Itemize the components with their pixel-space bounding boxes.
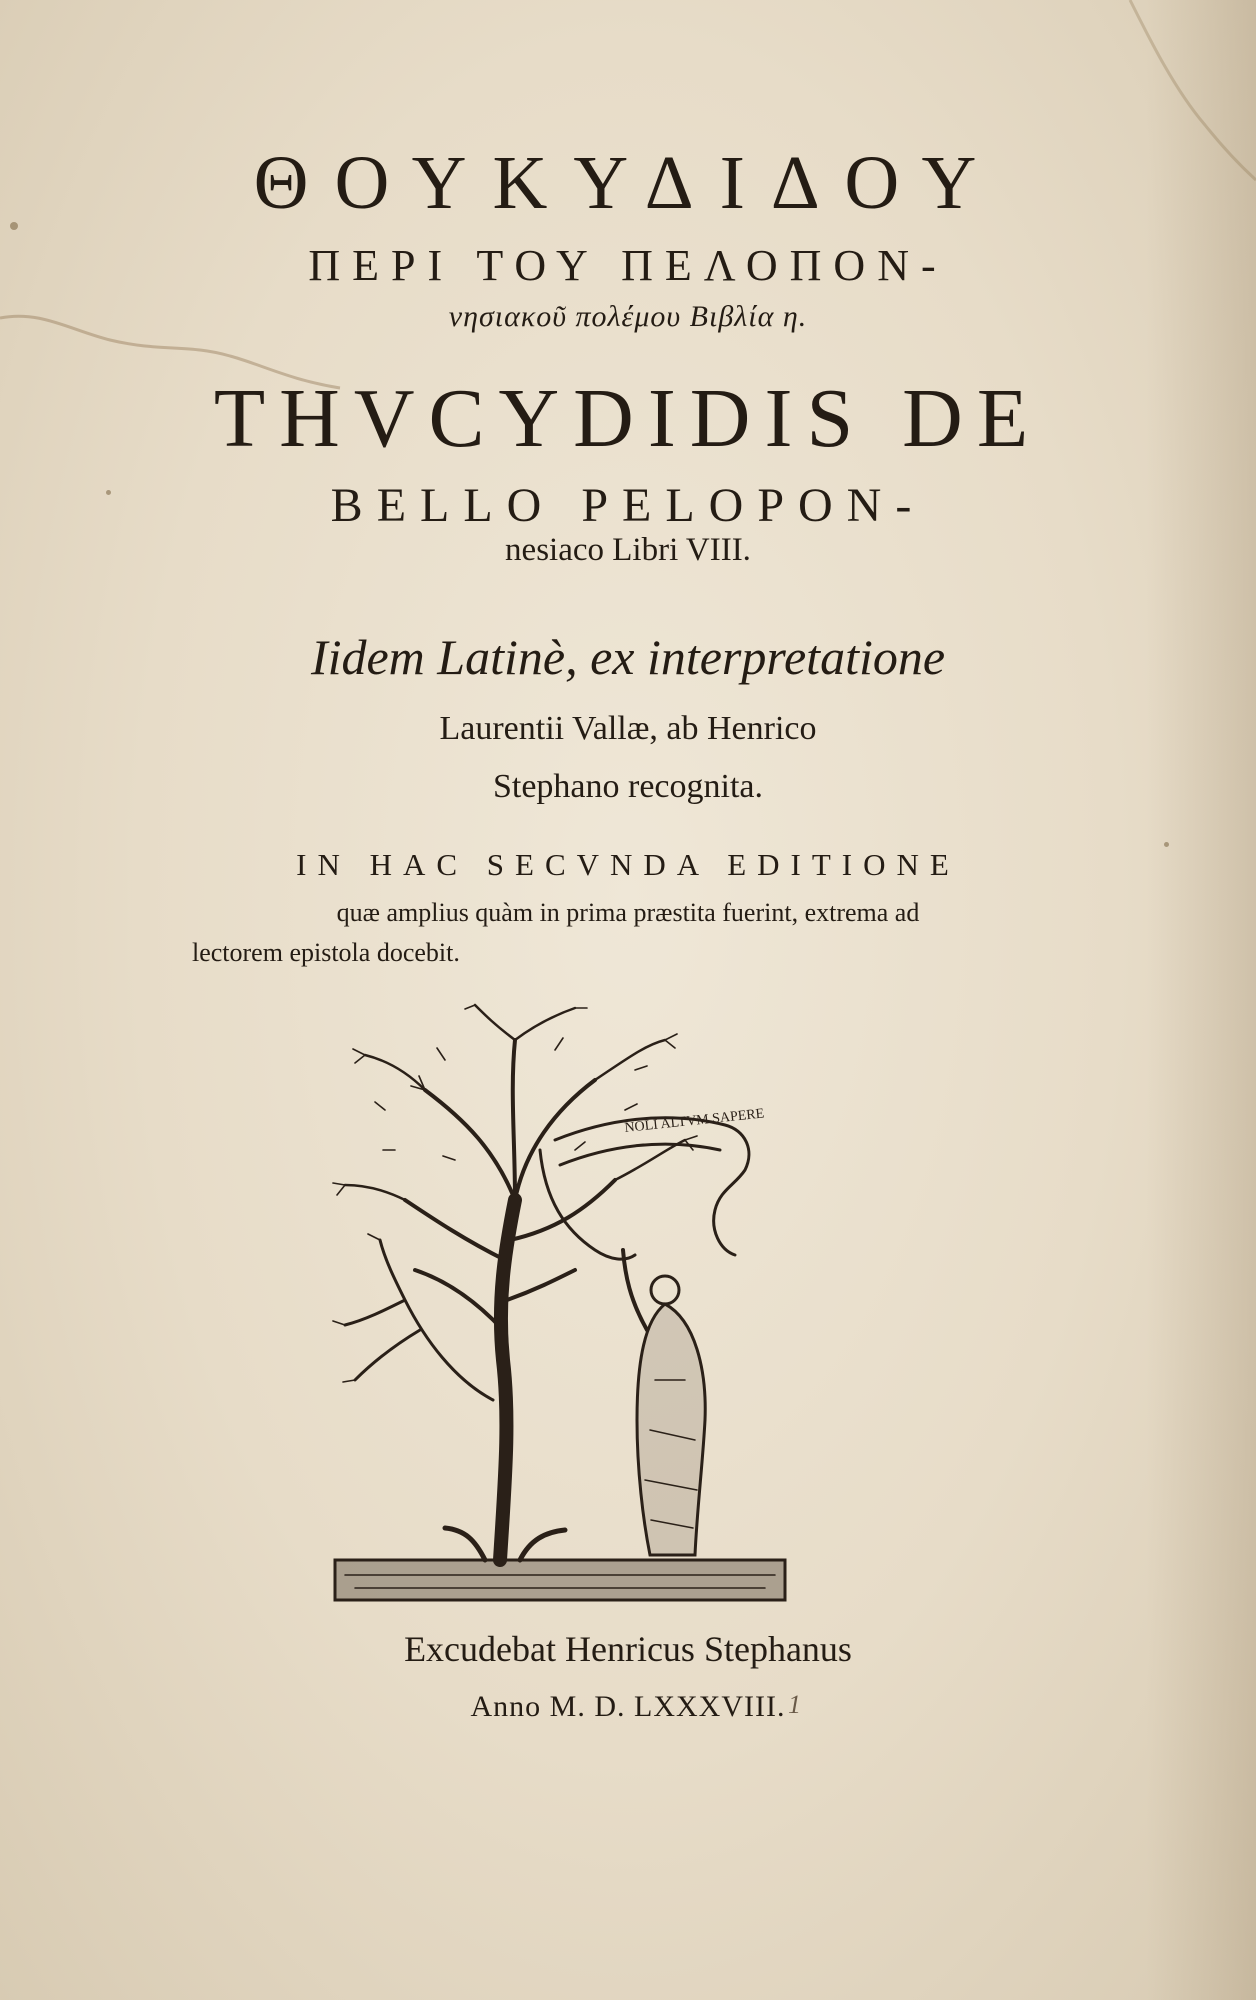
latin-subtitle: BELLO PELOPON-	[330, 479, 926, 532]
edition-text-line-2: lectorem epistola docebit.	[192, 938, 460, 967]
greek-subtitle: ΠΕΡΙ ΤΟΥ ΠΕΛΟΠΟΝ-	[308, 241, 948, 290]
greek-title: ΘΟΥΚΥΔΙΔΟΥ	[253, 141, 1003, 225]
latin-subtitle-continuation: nesiaco Libri VIII.	[505, 532, 751, 568]
translation-line: Iidem Latinè, ex interpretatione	[310, 629, 946, 685]
translator-line: Laurentii Vallæ, ab Henrico	[439, 710, 817, 747]
editor-line: Stephano recognita.	[492, 768, 764, 805]
edition-text-line-1: quæ amplius quàm in prima præstita fuerint, extrema ad	[336, 898, 920, 927]
printer-line: Excudebat Henricus Stephanus	[404, 1629, 852, 1669]
handwritten-annotation: 1	[788, 1690, 801, 1719]
edition-heading: IN HAC SECVNDA EDITIONE	[296, 847, 960, 882]
tree-and-philosopher-woodcut-icon	[325, 1000, 795, 1610]
banner-motto: NOLI ALTVM SAPERE	[623, 1106, 765, 1136]
greek-subtitle-continuation: νησιακοῦ πολέμου Βιβλία η.	[448, 300, 808, 333]
latin-title: THVCYDIDIS DE	[213, 372, 1043, 465]
year-line: Anno M. D. LXXXVIII.	[470, 1690, 786, 1723]
